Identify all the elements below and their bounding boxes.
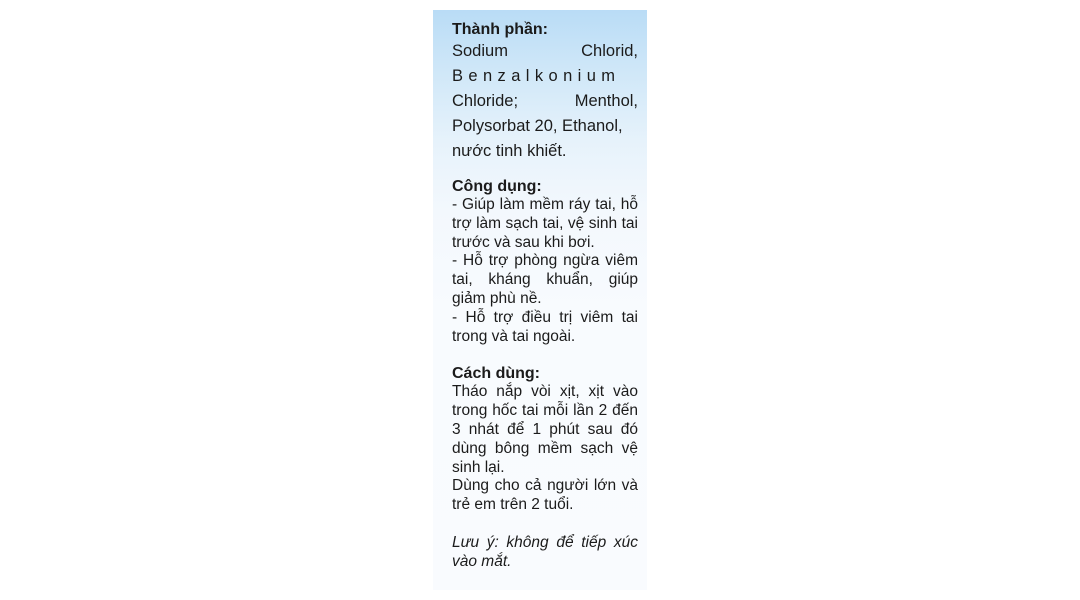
uses-list [452,196,638,346]
ingredients-line: nước tinh khiết. [452,142,567,160]
uses-section [452,177,638,346]
ingredients-line: Sodium Chlorid, [452,42,638,60]
ingredients-section [452,20,638,164]
directions-paragraph: Tháo nắp vòi xịt, xịt vào trong hốc tai mỗi lần 2 đến 3 nhát để 1 phút sau đó dùng bông mềm sạch vệ sinh lại. [452,383,638,476]
uses-item: - Hỗ trợ phòng ngừa viêm tai, kháng khuẩn, giúp giảm phù nề. [452,252,638,307]
product-label-panel [433,10,647,590]
ingredients-line: Chloride; Menthol, [452,92,638,110]
ingredients-text [452,39,638,164]
ingredients-line: Polysorbat 20, Ethanol, [452,117,623,135]
directions-heading: Cách dùng: [452,365,540,383]
caution-note: Lưu ý: không để tiếp xúc vào mắt. [452,533,638,570]
directions-text [452,383,638,515]
ingredients-heading: Thành phần: [452,21,548,38]
uses-item: - Hỗ trợ điều trị viêm tai trong và tai ngoài. [452,308,638,345]
directions-section [452,364,638,515]
ingredients-line: Benzalkonium [452,67,621,85]
uses-item: - Giúp làm mềm ráy tai, hỗ trợ làm sạch tai, vệ sinh tai trước và sau khi bơi. [452,196,638,251]
uses-heading: Công dụng: [452,178,542,195]
directions-paragraph: Dùng cho cả người lớn và trẻ em trên 2 tuổi. [452,477,638,514]
